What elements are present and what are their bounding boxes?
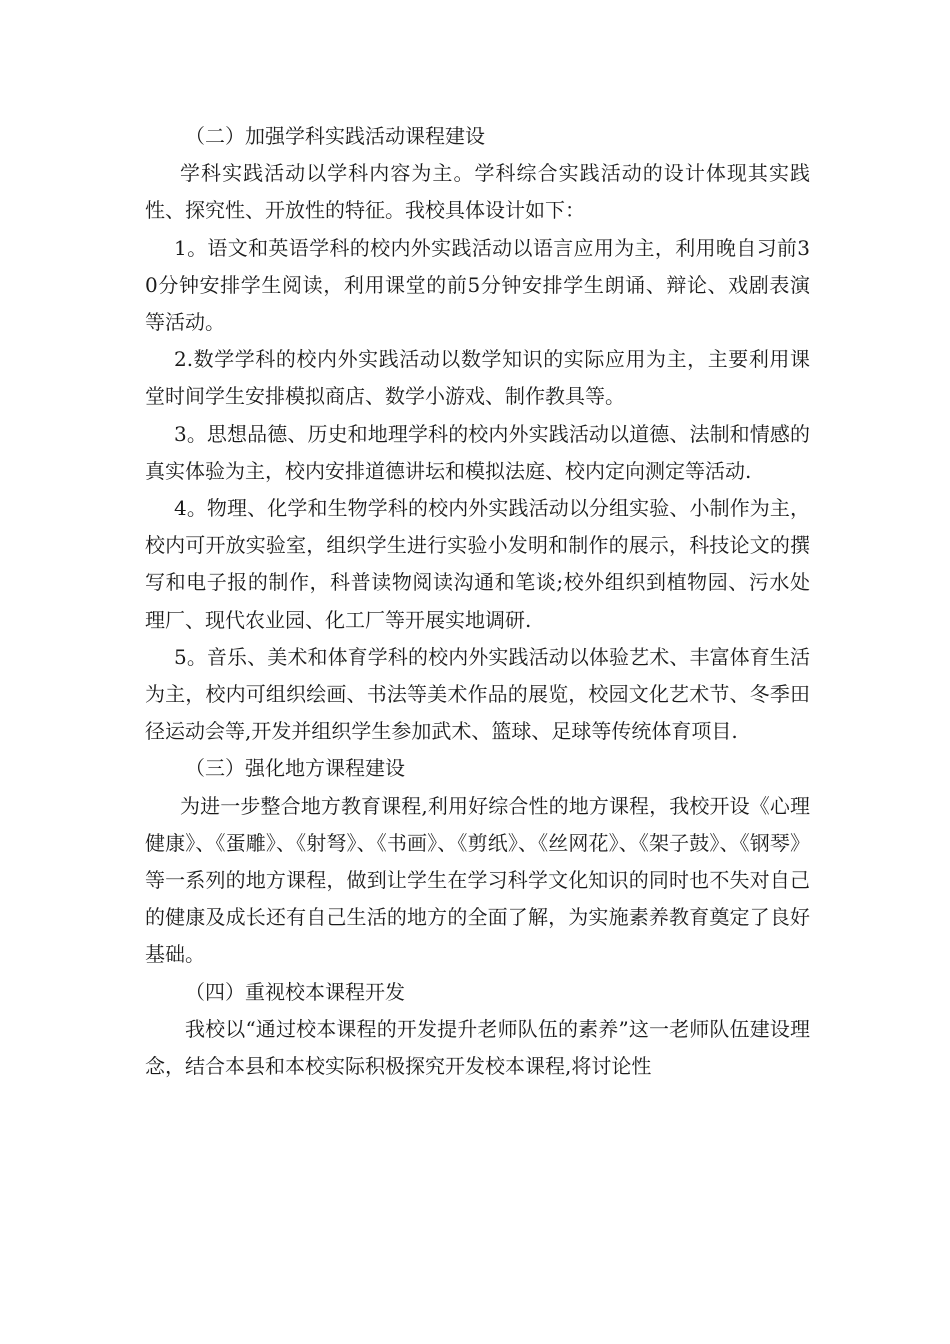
- section-heading-2: （二）加强学科实践活动课程建设: [185, 124, 485, 148]
- document-body: [145, 118, 810, 1085]
- paragraph-item-4: 4。物理、化学和生物学科的校内外实践活动以分组实验、小制作为主，校内可开放实验室，组织学生进行实验小发明和制作的展示，科技论文的撰写和电子报的制作，科普读物阅读沟通和笔谈;校外组织到植物园、污水处理厂、现代农业园、化工厂等开展实地调研.: [145, 496, 810, 632]
- paragraph-item-2: 2.数学学科的校内外实践活动以数学知识的实际应用为主，主要利用课堂时间学生安排模拟商店、数学小游戏、制作教具等。: [145, 347, 810, 409]
- paragraph-local-courses: 为进一步整合地方教育课程,利用好综合性的地方课程，我校开设《心理健康》、《蛋雕》、《射弩》、《书画》、《剪纸》、《丝网花》、《架子鼓》、《钢琴》等一系列的地方课程，做到让学生在学习科学文化知识的同时也不失对自己的健康及成长还有自己生活的地方的全面了解，为实施素养教育奠定了良好基础。: [145, 793, 810, 967]
- paragraph-item-3: 3。思想品德、历史和地理学科的校内外实践活动以道德、法制和情感的真实体验为主，校内安排道德讲坛和模拟法庭、校内定向测定等活动.: [145, 421, 810, 483]
- paragraph-intro: 学科实践活动以学科内容为主。学科综合实践活动的设计体现其实践性、探究性、开放性的特征。我校具体设计如下：: [145, 161, 810, 223]
- paragraph-item-1: 1。语文和英语学科的校内外实践活动以语言应用为主，利用晚自习前30分钟安排学生阅读，利用课堂的前5分钟安排学生朗诵、辩论、戏剧表演等活动。: [145, 235, 810, 335]
- paragraph-item-5: 5。音乐、美术和体育学科的校内外实践活动以体验艺术、丰富体育生活为主，校内可组织绘画、书法等美术作品的展览，校园文化艺术节、冬季田径运动会等,开发并组织学生参加武术、篮球、足球等传统体育项目.: [145, 644, 810, 744]
- section-heading-3: （三）强化地方课程建设: [185, 756, 405, 781]
- paragraph-school-courses: 我校以“通过校本课程的开发提升老师队伍的素养”这一老师队伍建设理念，结合本县和本校实际积极探究开发校本课程,将讨论性: [145, 1016, 810, 1079]
- section-heading-4: （四）重视校本课程开发: [185, 979, 405, 1004]
